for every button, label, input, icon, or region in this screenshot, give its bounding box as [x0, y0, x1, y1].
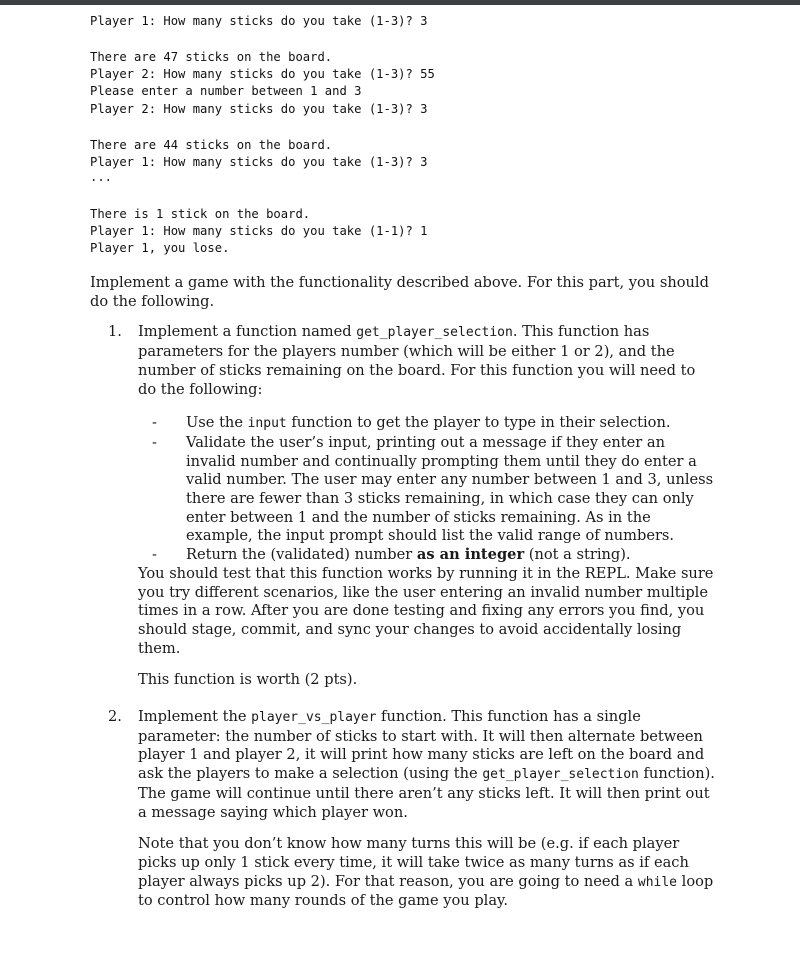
inline-code: input — [247, 416, 287, 432]
code-line: There is 1 stick on the board. — [90, 206, 311, 221]
code-line: Player 2: How many sticks do you take (1-3)? 3 — [90, 101, 428, 116]
code-line: Player 2: How many sticks do you take (1-3)? 55 — [90, 67, 435, 82]
code-example — [90, 13, 770, 257]
code-line: Player 1: How many sticks do you take (1-3)? 3 — [90, 154, 428, 169]
list-item-1 — [90, 323, 715, 690]
sub-list-item: - Use the input function to get the player to type in their selection. — [152, 414, 671, 432]
list-item-2 — [90, 708, 715, 911]
inline-code: while — [637, 874, 678, 890]
code-line: Please enter a number between 1 and 3 — [90, 84, 362, 99]
dash-marker: - — [152, 546, 157, 564]
item-1-text: Implement a function named get_player_selection. This function has parameters for the players number (which will be either 1 or 2), and the number of sticks remaining on the board. For this function you will need to do the following: — [138, 323, 696, 398]
note-paragraph: Note that you don’t know how many turns this will be (e.g. if each player picks up only 1 stick every time, it will take twice as many turns as if each player always picks up 2). For that reason, you are going to need a while loop to control how many rounds of the game you play. — [138, 835, 714, 910]
top-border — [0, 0, 800, 5]
bold-text: as an integer — [416, 546, 525, 564]
dash-marker: - — [152, 414, 157, 432]
testing-paragraph: You should test that this function works by running it in the REPL. Make sure you try different scenarios, like the user entering an invalid number multiple times in a row. After you are done testing and fixing any errors you find, you should stage, commit, and sync your changes to avoid accidentally losing them. — [138, 564, 714, 657]
item-number: 1. — [108, 323, 122, 341]
item-2-text: Implement the player_vs_player function. This function has a single parameter: the number of sticks to start with. It will then alternate between player 1 and player 2, it will print how many sticks are left on the board and ask the players to make a selection (using the get_player_selection function). The game will continue until there aren’t any sticks left. It will then print out a message saying which player won. — [138, 708, 715, 821]
code-line: There are 47 sticks on the board. — [90, 49, 333, 64]
code-ellipsis: ... — [90, 169, 113, 184]
dash-marker: - — [152, 433, 157, 451]
inline-code: get_player_selection — [482, 767, 639, 783]
code-line: Player 1, you lose. — [90, 241, 230, 256]
sub-list — [138, 414, 715, 565]
code-line: There are 44 sticks on the board. — [90, 137, 333, 152]
item-number: 2. — [108, 708, 122, 726]
code-line: Player 1: How many sticks do you take (1-1)? 1 — [90, 224, 428, 239]
inline-code: get_player_selection — [356, 325, 513, 341]
code-line: Player 1: How many sticks do you take (1-3)? 3 — [90, 14, 428, 28]
sub-list-item: - Validate the user’s input, printing out a message if they enter an invalid number and continually prompting them until they do enter a valid number. The user may enter any number between 1 and 3, unless there are fewer than 3 sticks remaining, in which case they can only enter between 1 and the number of sticks remaining. As in the example, the input prompt should list the valid range of numbers. — [152, 433, 714, 545]
sub-list-item: - Return the (validated) number as an integer (not a string). — [152, 546, 631, 564]
inline-code: player_vs_player — [251, 710, 377, 726]
intro-paragraph: Implement a game with the functionality described above. For this part, you should do the following. — [90, 274, 709, 310]
worth-paragraph: This function is worth (2 pts). — [138, 671, 358, 689]
instructions — [90, 274, 715, 911]
